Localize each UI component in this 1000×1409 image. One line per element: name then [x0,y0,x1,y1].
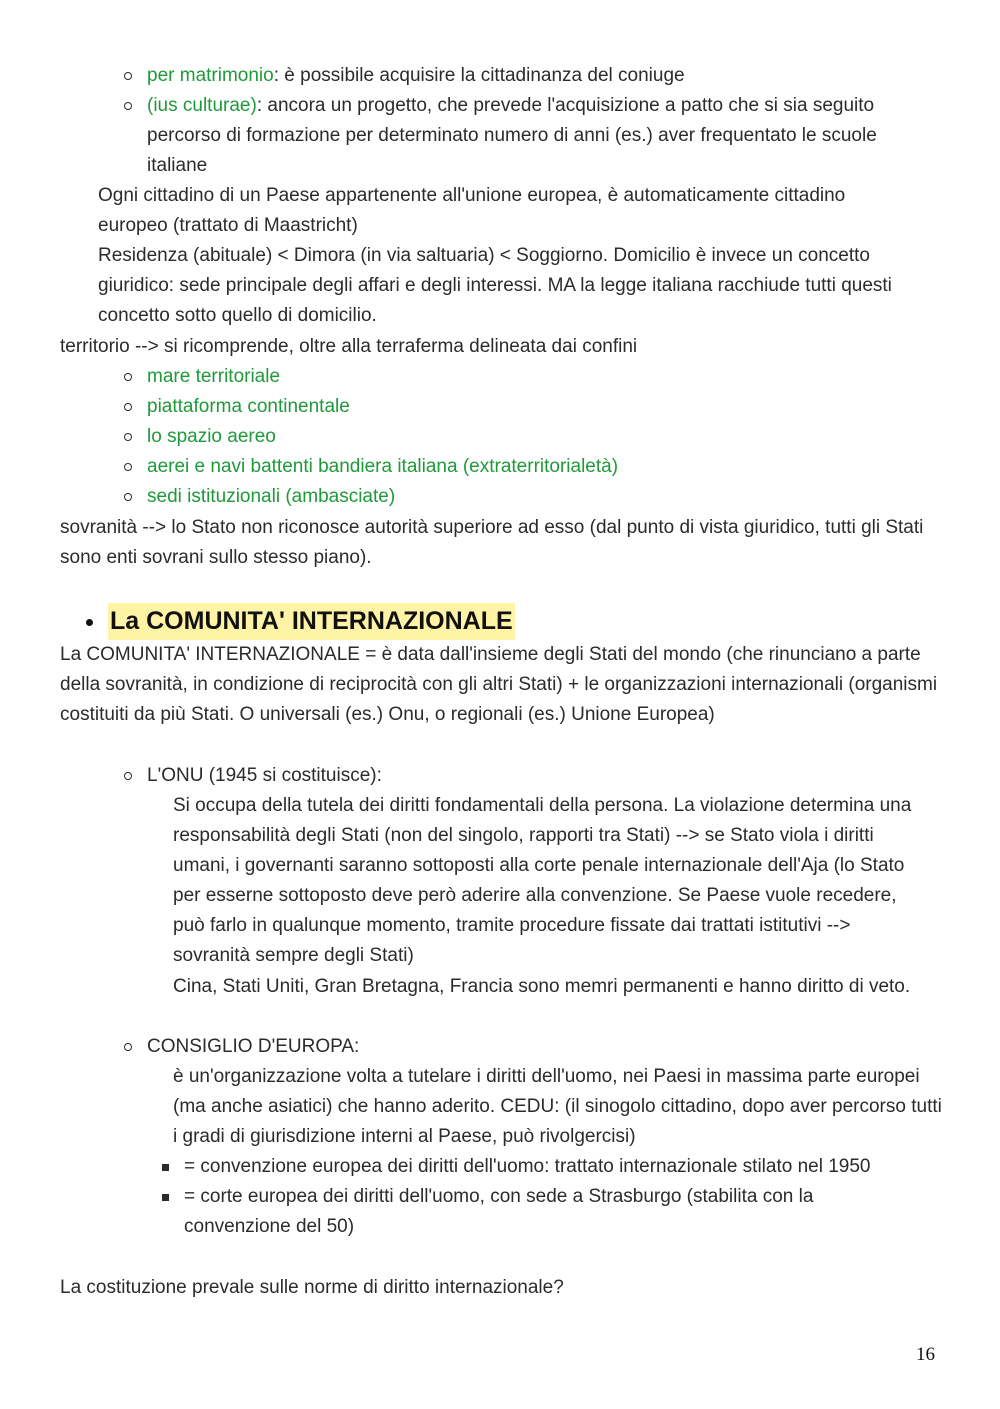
list-item: = convenzione europea dei diritti dell'uomo: trattato internazionale stilato nel 1950 [184,1156,871,1177]
list-item [147,61,937,91]
bullet-dot-icon [86,619,93,626]
onu-body-members: Cina, Stati Uniti, Gran Bretagna, Francia sono memri permanenti e hanno diritto di veto. [173,976,911,997]
paragraph-residenza: Residenza (abituale) < Dimora (in via saltuaria) < Soggiorno. Domicilio è invece un concetto giuridico: sede principale degli affari e degli interessi. MA la legge italiana racchiude tutti questi concetto sotto quello di domicilio. [98,245,892,326]
circle-bullet-icon [124,772,132,780]
list-item: mare territoriale [147,366,281,387]
territorio-line: territorio --> si ricomprende, oltre alla terraferma delineata dai confini [60,336,638,357]
item-text: : è possibile acquisire la cittadinanza del coniuge [273,65,685,86]
paragraph-sovranita: sovranità --> lo Stato non riconosce autorità superiore ad esso (dal punto di vista giuridico, tutti gli Stati sono enti sovrani sullo stesso piano). [60,517,924,568]
consiglio-body: è un'organizzazione volta a tutelare i diritti dell'uomo, nei Paesi in massima parte europei (ma anche asiatici) che hanno aderito. CEDU: (il sinogolo cittadino, dopo aver percorso tutti i gradi di giurisdizione interni al Paese, può rivolgercisi) [173,1066,942,1147]
circle-bullet-icon [124,433,132,441]
circle-bullet-icon [124,72,132,80]
circle-bullet-icon [124,403,132,411]
circle-bullet-icon [124,493,132,501]
square-bullet-icon [162,1194,169,1201]
term-label: (ius culturae) [147,95,257,116]
list-item [147,91,927,181]
list-item: aerei e navi battenti bandiera italiana (extraterritorialetà) [147,456,619,477]
onu-body: Si occupa della tutela dei diritti fondamentali della persona. La violazione determina una responsabilità degli Stati (non del singolo, rapporti tra Stati) --> se Stato viola i diritti umani, i governanti saranno sottoposti alla corte penale internazionale dell'Aja (lo Stato per esserne sottoposto deve però aderire alla convenzione. Se Paese vuole recedere, può farlo in qualunque momento, tramite procedure fissate dai trattati istitutivi --> sovranità sempre degli Stati) [173,795,912,966]
list-item: = corte europea dei diritti dell'uomo, con sede a Strasburgo (stabilita con la convenzione del 50) [184,1186,814,1237]
term-label: per matrimonio [147,65,274,86]
paragraph-eu: Ogni cittadino di un Paese appartenente all'unione europea, è automaticamente cittadino europeo (trattato di Maastricht) [98,185,846,236]
item-text: : ancora un progetto, che prevede l'acquisizione a patto che si sia seguito percorso di formazione per determinato numero di anni (es.) aver frequentato le scuole italiane [147,95,877,176]
onu-title: L'ONU (1945 si costituisce): [147,765,382,786]
section-heading: La COMUNITA' INTERNAZIONALE [108,603,515,640]
circle-bullet-icon [124,1043,132,1051]
circle-bullet-icon [124,463,132,471]
page-number: 16 [916,1344,935,1365]
list-item: sedi istituzionali (ambasciate) [147,486,396,507]
paragraph-comunita: La COMUNITA' INTERNAZIONALE = è data dall'insieme degli Stati del mondo (che rinunciano a parte della sovranità, in condizione di reciprocità con gli altri Stati) + le organizzazioni internazionali (organismi costituiti da più Stati. O universali (es.) Onu, o regionali (es.) Unione Europea) [60,644,938,725]
list-item: lo spazio aereo [147,426,276,447]
closing-question: La costituzione prevale sulle norme di diritto internazionale? [60,1277,564,1298]
circle-bullet-icon [124,102,132,110]
consiglio-title: CONSIGLIO D'EUROPA: [147,1036,360,1057]
list-item: piattaforma continentale [147,396,350,417]
square-bullet-icon [162,1164,169,1171]
circle-bullet-icon [124,373,132,381]
